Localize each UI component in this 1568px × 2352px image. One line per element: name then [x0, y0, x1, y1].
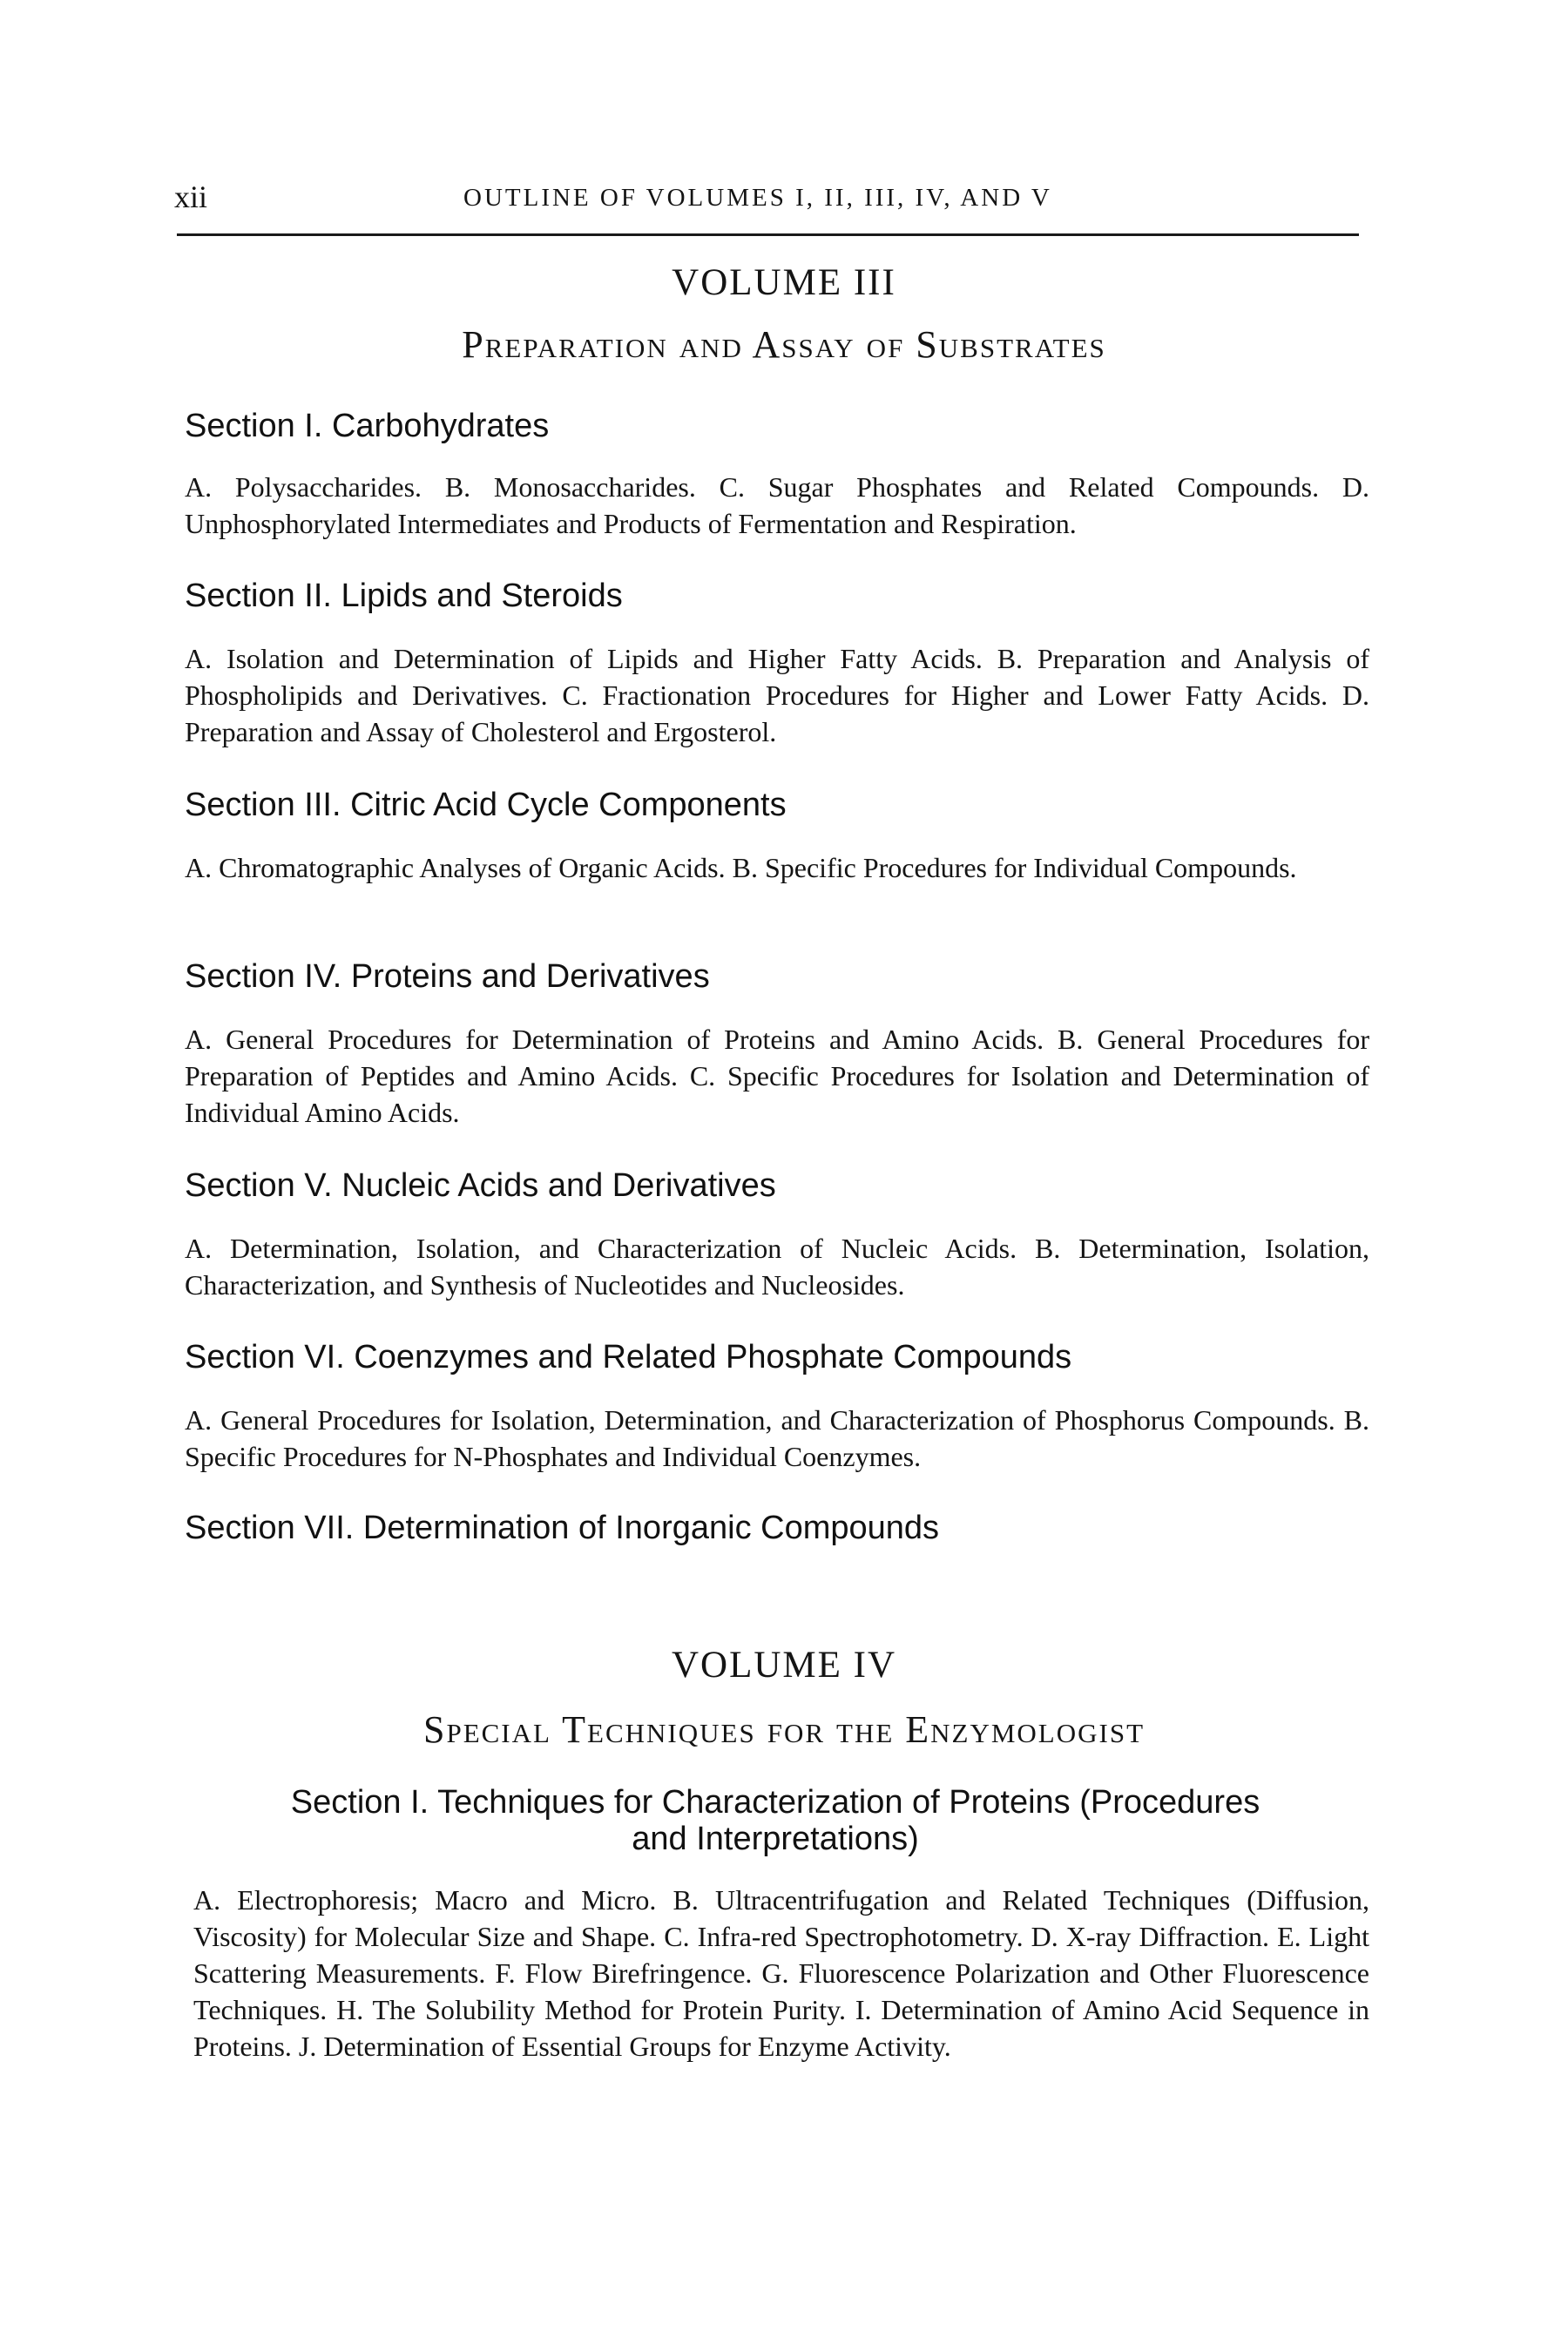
- v4-section-1-title-line1: Section I. Techniques for Characterization of Proteins (Procedures: [290, 1784, 1260, 1821]
- v3-section-4-body: A. General Procedures for Determination of Proteins and Amino Acids. B. General Procedures for Preparation of Peptides and Amino Acids. C. Specific Procedures for Isolation and Determination of Individual Amino Acids.: [185, 1024, 1369, 1128]
- v3-section-2-body: A. Isolation and Determination of Lipids and Higher Fatty Acids. B. Preparation and Analysis of Phospholipids and Derivatives. C. Fractionation Procedures for Higher and Lower Fatty Acids. D. Preparation and Assay of Cholesterol and Ergosterol.: [185, 643, 1369, 747]
- page-number: xii: [174, 179, 208, 214]
- v3-section-5-body: A. Determination, Isolation, and Characterization of Nucleic Acids. B. Determination, Isolation, Characterization, and Synthesis of Nucleotides and Nucleosides.: [185, 1233, 1369, 1301]
- v3-section-5-title: Section V. Nucleic Acids and Derivatives: [185, 1167, 776, 1204]
- v3-section-4-title: Section IV. Proteins and Derivatives: [185, 958, 710, 995]
- volume-3-heading: VOLUME III: [672, 262, 896, 303]
- v3-section-1-title: Section I. Carbohydrates: [185, 408, 550, 444]
- v4-section-1-title-line2: and Interpretations): [632, 1821, 919, 1857]
- v3-section-3-body: A. Chromatographic Analyses of Organic Acids. B. Specific Procedures for Individual Compounds.: [185, 852, 1297, 883]
- v4-section-1-title: [157, 1784, 1394, 1857]
- v3-section-2-title: Section II. Lipids and Steroids: [185, 578, 623, 614]
- volume-3-subtitle: Preparation and Assay of Substrates: [462, 323, 1106, 366]
- v3-section-6-title: Section VI. Coenzymes and Related Phosphate Compounds: [185, 1339, 1072, 1375]
- volume-4-heading: VOLUME IV: [671, 1645, 897, 1686]
- v4-section-1-body: A. Electrophoresis; Macro and Micro. B. Ultracentrifugation and Related Techniques (Diffusion, Viscosity) for Molecular Size and Shape. C. Infra-red Spectrophotometry. D. X-ray Diffraction. E. Light Scattering Measurements. F. Flow Birefringence. G. Fluorescence Polarization and Other Fluorescence Techniques. H. The Solubility Method for Protein Purity. I. Determination of Amino Acid Sequence in Proteins. J. Determination of Essential Groups for Enzyme Activity.: [193, 1884, 1369, 2062]
- v3-section-1-body: A. Polysaccharides. B. Monosaccharides. C. Sugar Phosphates and Related Compounds. D. Unphosphorylated Intermediates and Products of Fermentation and Respiration.: [185, 471, 1369, 539]
- v3-section-6-body: A. General Procedures for Isolation, Determination, and Characterization of Phosphorus Compounds. B. Specific Procedures for N-Phosphates and Individual Coenzymes.: [185, 1404, 1369, 1472]
- volume-4-subtitle: Special Techniques for the Enzymologist: [422, 1708, 1146, 1751]
- running-head-title: OUTLINE OF VOLUMES I, II, III, IV, AND V: [463, 184, 1052, 212]
- header-rule: [177, 233, 1359, 236]
- v3-section-7-title: Section VII. Determination of Inorganic Compounds: [185, 1510, 940, 1546]
- v3-section-3-title: Section III. Citric Acid Cycle Components: [185, 787, 787, 823]
